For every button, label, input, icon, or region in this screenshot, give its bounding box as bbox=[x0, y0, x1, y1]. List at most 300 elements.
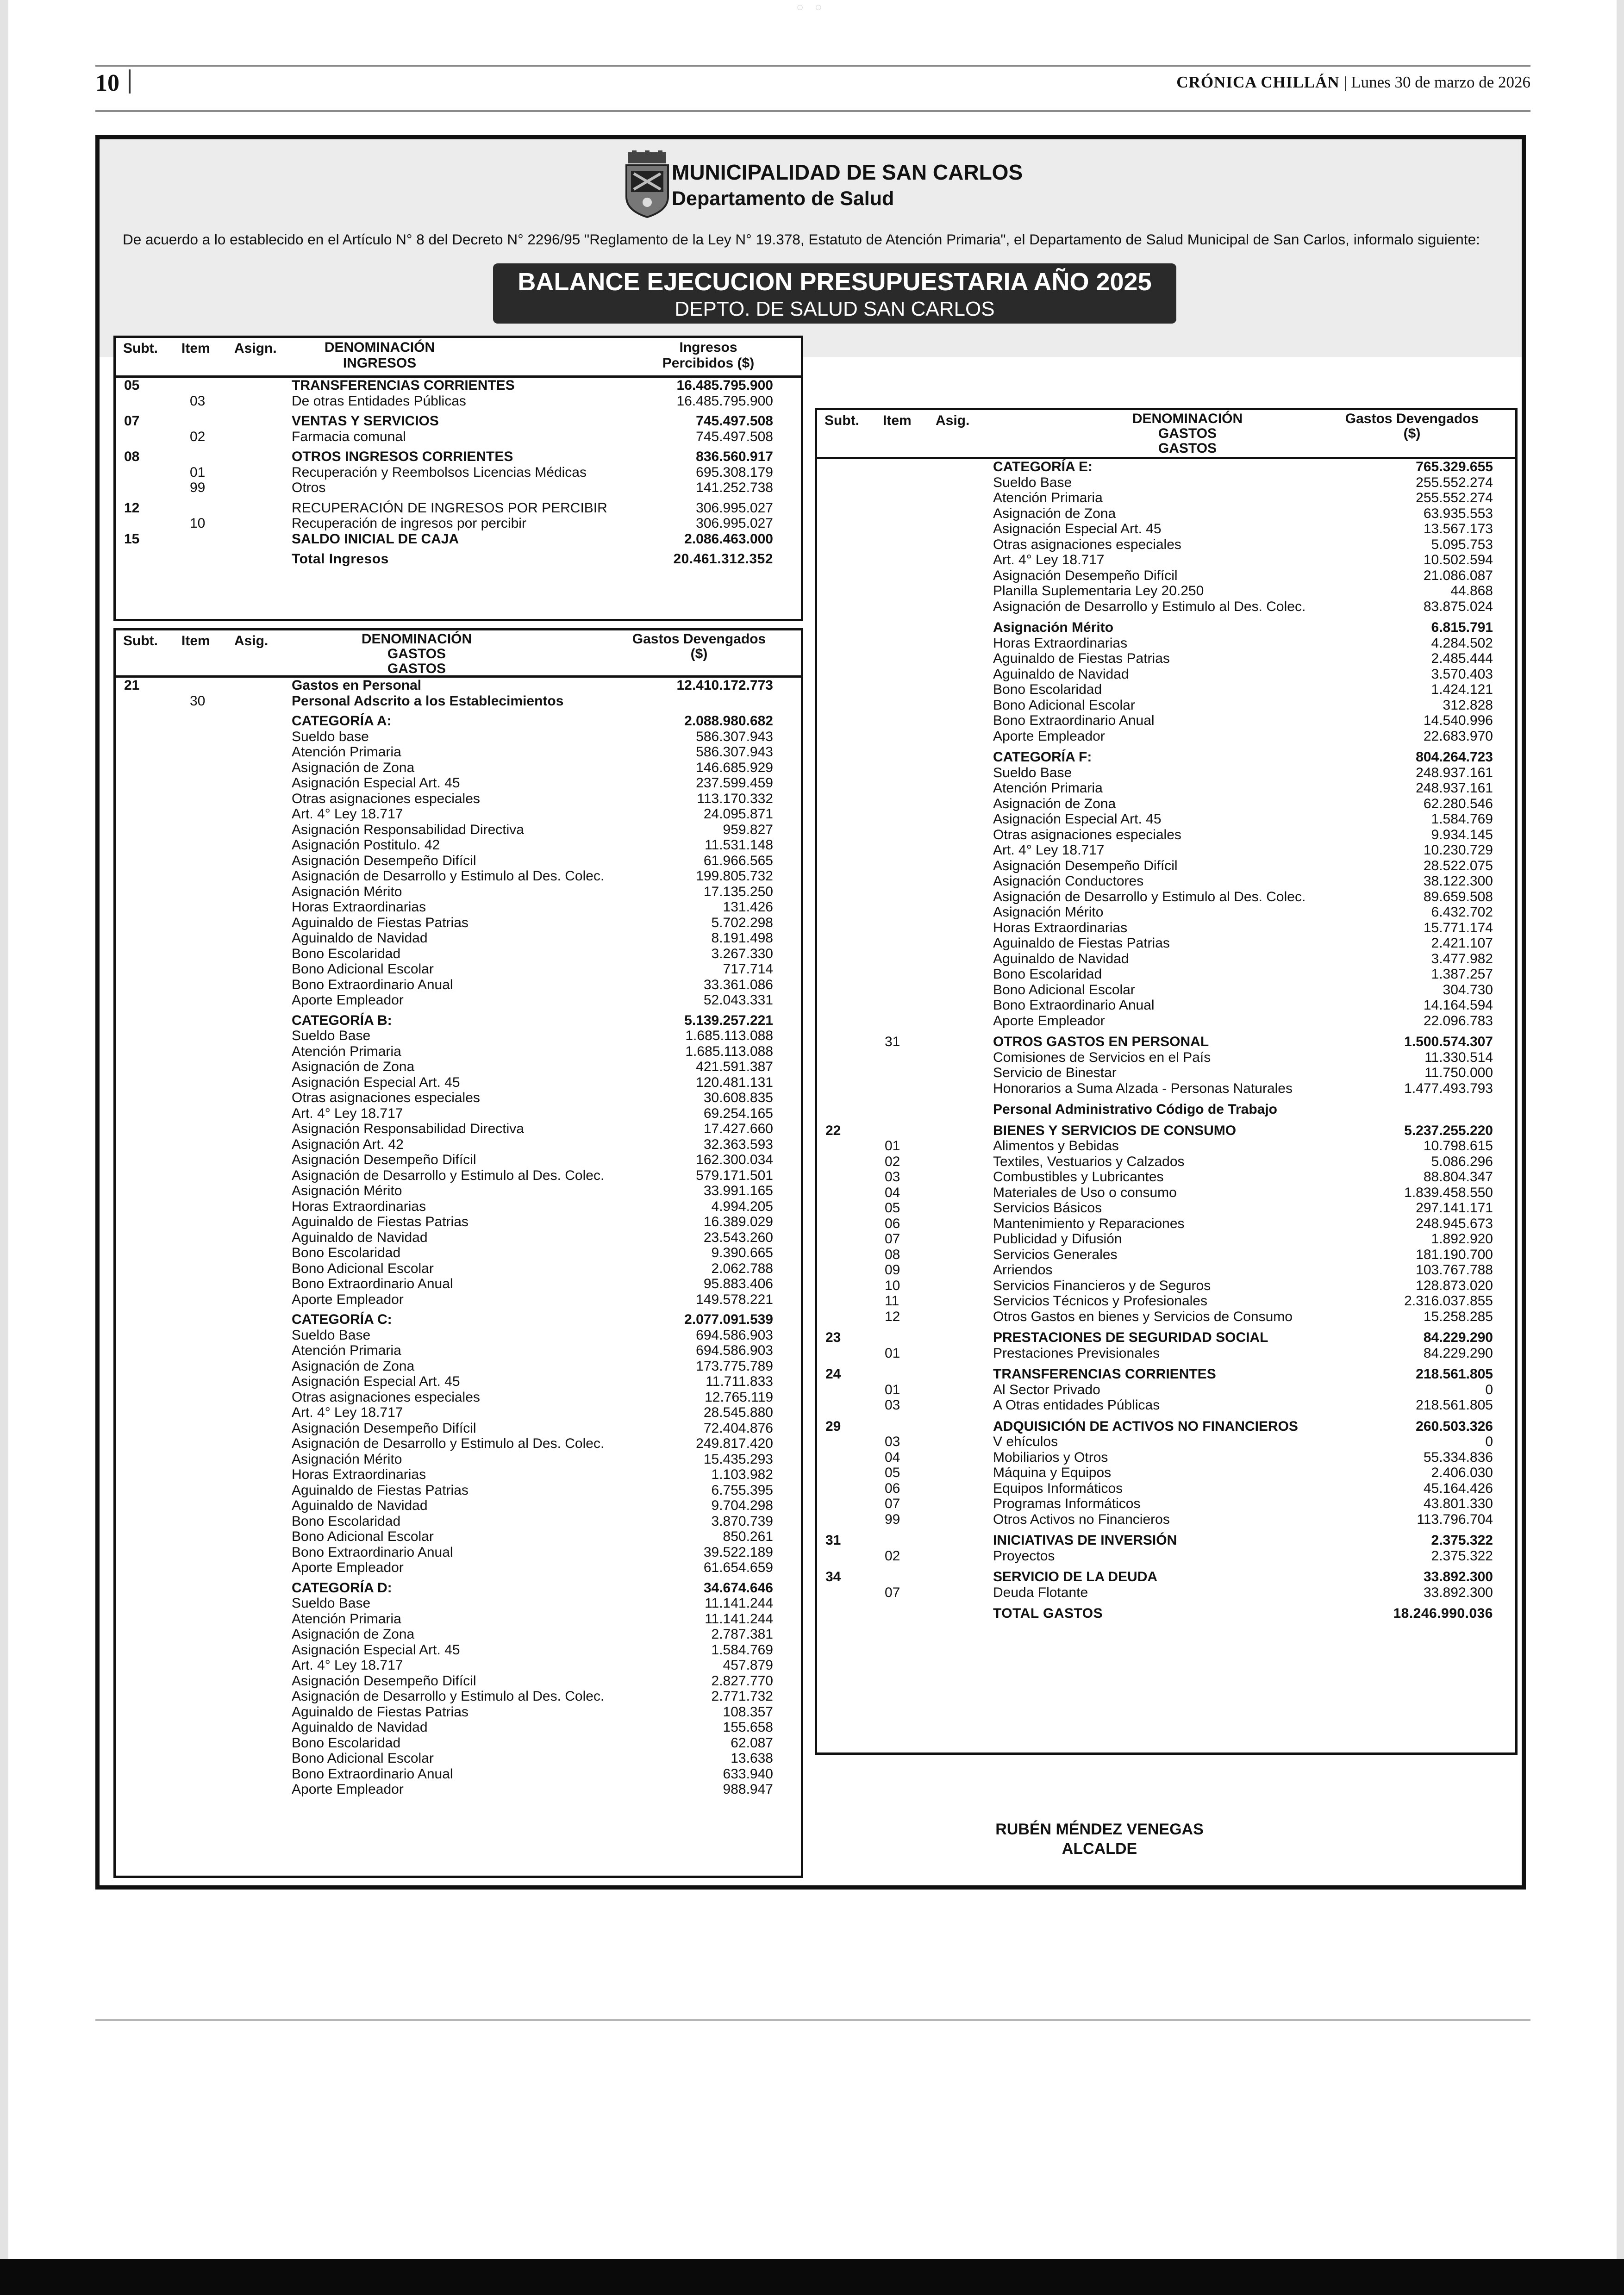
cell-amount: 6.432.702 bbox=[1431, 904, 1493, 920]
cell-amount: 2.077.091.539 bbox=[684, 1312, 773, 1327]
cell-amount: 694.586.903 bbox=[696, 1327, 773, 1343]
table-row bbox=[116, 1545, 801, 1560]
cell-item: 10 bbox=[190, 516, 206, 531]
table-row bbox=[817, 1138, 1515, 1154]
cell-amount: 9.390.665 bbox=[711, 1245, 773, 1260]
cell-denomination: Horas Extraordinarias bbox=[292, 899, 426, 915]
cell-amount: 33.892.300 bbox=[1423, 1584, 1493, 1600]
cell-denomination: CATEGORÍA D: bbox=[292, 1580, 392, 1596]
cell-amount: 1.500.574.307 bbox=[1404, 1034, 1493, 1049]
cell-denomination: Asignación de Zona bbox=[993, 505, 1116, 521]
table-row bbox=[116, 806, 801, 822]
cell-amount: 306.995.027 bbox=[696, 516, 773, 531]
cell-amount: 6.815.791 bbox=[1431, 620, 1493, 635]
cell-amount: 5.702.298 bbox=[711, 915, 773, 930]
cell-denomination: Aporte Empleador bbox=[993, 1013, 1105, 1029]
cell-denomination: Bono Extraordinario Anual bbox=[292, 1276, 453, 1291]
cell-denomination: Aguinaldo de Fiestas Patrias bbox=[292, 1704, 468, 1720]
cell-amount: 2.375.322 bbox=[1431, 1548, 1493, 1564]
table-row bbox=[817, 490, 1515, 506]
table-row bbox=[116, 1059, 801, 1075]
page-edge-right bbox=[1617, 0, 1624, 2259]
table-row bbox=[116, 1276, 801, 1292]
cell-amount: 1.477.493.793 bbox=[1404, 1080, 1493, 1096]
table-row bbox=[116, 868, 801, 884]
table-row bbox=[116, 884, 801, 900]
cell-amount: 16.485.795.900 bbox=[676, 378, 773, 393]
table-row bbox=[817, 1065, 1515, 1081]
cell-denomination: Otras asignaciones especiales bbox=[292, 1389, 480, 1405]
page-edge-left bbox=[0, 0, 8, 2259]
cell-denomination: Art. 4° Ley 18.717 bbox=[292, 1105, 403, 1121]
cell-item: 09 bbox=[885, 1262, 900, 1278]
cell-denomination: Combustibles y Lubricantes bbox=[993, 1169, 1164, 1185]
table-row bbox=[116, 1514, 801, 1529]
cell-amount: 1.892.920 bbox=[1431, 1231, 1493, 1247]
cell-amount: 15.258.285 bbox=[1423, 1309, 1493, 1324]
table-row bbox=[817, 459, 1515, 475]
cell-amount: 141.252.738 bbox=[696, 480, 773, 495]
cell-amount: 836.560.917 bbox=[696, 449, 773, 464]
cell-denomination: Sueldo Base bbox=[292, 1327, 371, 1343]
publication-name: CRÓNICA CHILLÁN bbox=[1176, 73, 1340, 91]
col-subt-header: Subt. bbox=[824, 413, 859, 428]
cell-subtitle: 29 bbox=[825, 1418, 841, 1434]
cell-denomination: Sueldo base bbox=[292, 729, 369, 744]
table-row bbox=[116, 1405, 801, 1421]
municipality-name: MUNICIPALIDAD DE SAN CARLOS bbox=[672, 160, 1023, 184]
spacer-row bbox=[116, 1576, 801, 1580]
cell-subtitle: 07 bbox=[124, 413, 140, 429]
table-row bbox=[116, 1214, 801, 1230]
cell-item: 01 bbox=[885, 1345, 900, 1361]
table-row bbox=[116, 1467, 801, 1483]
table-row bbox=[116, 791, 801, 807]
cell-amount: 32.363.593 bbox=[703, 1136, 773, 1152]
table-row bbox=[116, 1436, 801, 1452]
cell-denomination: CATEGORÍA A: bbox=[292, 713, 392, 729]
header-rule-bottom bbox=[95, 110, 1530, 112]
cell-denomination: CATEGORÍA B: bbox=[292, 1012, 392, 1028]
municipal-crest-icon bbox=[622, 150, 673, 220]
cell-amount: 128.873.020 bbox=[1416, 1278, 1493, 1293]
table-row bbox=[116, 1312, 801, 1328]
cell-amount: 2.827.770 bbox=[711, 1673, 773, 1689]
cell-amount: 2.088.980.682 bbox=[684, 713, 773, 729]
cell-denomination: Servicios Básicos bbox=[993, 1200, 1102, 1216]
cell-amount: 745.497.508 bbox=[696, 429, 773, 444]
cell-denomination: Bono Extraordinario Anual bbox=[292, 1766, 453, 1782]
cell-denomination: Asignación de Desarrollo y Estimulo al Des. Colec. bbox=[292, 1436, 605, 1451]
table-row bbox=[817, 951, 1515, 967]
table-row bbox=[116, 429, 801, 445]
cell-denomination: Asignación Desempeño Difícil bbox=[993, 858, 1178, 873]
cell-denomination: Asignación de Desarrollo y Estimulo al Des. Colec. bbox=[292, 1167, 605, 1183]
cell-amount: 22.096.783 bbox=[1423, 1013, 1493, 1029]
cell-denomination: Sueldo Base bbox=[993, 474, 1072, 490]
table-row bbox=[116, 930, 801, 946]
cell-amount: 69.254.165 bbox=[703, 1105, 773, 1121]
table-row bbox=[817, 583, 1515, 599]
table-row bbox=[817, 568, 1515, 584]
cell-subtitle: 24 bbox=[825, 1366, 841, 1382]
table-row bbox=[116, 1452, 801, 1467]
table-row bbox=[116, 1044, 801, 1060]
cell-amount: 260.503.326 bbox=[1416, 1418, 1493, 1434]
cell-denomination: Deuda Flotante bbox=[993, 1584, 1088, 1600]
cell-denomination: Otros Gastos en bienes y Servicios de Consumo bbox=[993, 1309, 1293, 1324]
cell-amount: 304.730 bbox=[1443, 982, 1493, 998]
col-item-header: Item bbox=[181, 341, 210, 356]
cell-amount: 23.543.260 bbox=[703, 1229, 773, 1245]
cell-amount: 12.765.119 bbox=[705, 1389, 773, 1405]
cell-amount: 9.704.298 bbox=[711, 1498, 773, 1513]
cell-subtitle: 23 bbox=[825, 1330, 841, 1345]
table-row bbox=[817, 1496, 1515, 1512]
table-row bbox=[817, 765, 1515, 781]
table-row bbox=[817, 1569, 1515, 1585]
cell-item: 02 bbox=[885, 1548, 900, 1564]
table-row bbox=[817, 998, 1515, 1013]
col-asig-header: Asign. bbox=[234, 341, 277, 356]
spacer-row bbox=[817, 1413, 1515, 1419]
cell-denomination: Aporte Empleador bbox=[993, 728, 1105, 744]
cell-item: 99 bbox=[885, 1511, 900, 1527]
cell-denomination: Asignación Desempeño Difícil bbox=[292, 853, 476, 868]
table-row bbox=[116, 946, 801, 962]
table-row bbox=[817, 904, 1515, 920]
cell-amount: 457.879 bbox=[723, 1658, 773, 1673]
table-row bbox=[116, 531, 801, 547]
cell-denomination: Asignación de Desarrollo y Estimulo al Des. Colec. bbox=[993, 889, 1306, 904]
cell-denomination: Asignación Postitulo. 42 bbox=[292, 837, 440, 853]
spacer-row bbox=[817, 1324, 1515, 1330]
table-row bbox=[817, 521, 1515, 537]
spacer-row bbox=[116, 496, 801, 500]
spacer-row bbox=[817, 1600, 1515, 1606]
cell-amount: 2.062.788 bbox=[711, 1260, 773, 1276]
cell-amount: 6.755.395 bbox=[711, 1482, 773, 1498]
cell-amount: 2.787.381 bbox=[711, 1627, 773, 1642]
table-row bbox=[817, 1013, 1515, 1029]
spacer-row bbox=[116, 1307, 801, 1312]
cell-amount: 2.771.732 bbox=[711, 1689, 773, 1704]
cell-amount: 44.868 bbox=[1450, 583, 1493, 599]
table-row bbox=[116, 853, 801, 869]
cell-amount: 15.435.293 bbox=[703, 1451, 773, 1467]
table-row bbox=[116, 1028, 801, 1044]
cell-denomination: Atención Primaria bbox=[292, 744, 401, 760]
cell-item: 07 bbox=[885, 1584, 900, 1600]
table-row bbox=[116, 1673, 801, 1689]
cell-amount: 694.586.903 bbox=[696, 1343, 773, 1358]
cell-item: 04 bbox=[885, 1185, 900, 1200]
cell-denomination: Atención Primaria bbox=[993, 490, 1103, 505]
cell-amount: 55.334.836 bbox=[1423, 1449, 1493, 1465]
table-row bbox=[817, 1450, 1515, 1466]
cell-subtitle: 31 bbox=[825, 1533, 841, 1548]
cell-denomination: Bono Adicional Escolar bbox=[292, 1529, 434, 1544]
cell-denomination: Personal Adscrito a los Establecimientos bbox=[292, 693, 564, 709]
cell-amount: 579.171.501 bbox=[696, 1167, 773, 1183]
cell-amount: 2.375.322 bbox=[1431, 1533, 1493, 1548]
table-row bbox=[116, 977, 801, 993]
table-row bbox=[817, 1293, 1515, 1309]
cell-denomination: Asignación de Desarrollo y Estimulo al Des. Colec. bbox=[292, 868, 605, 884]
cell-denomination: Art. 4° Ley 18.717 bbox=[292, 806, 403, 822]
cell-denomination: Aguinaldo de Fiestas Patrias bbox=[993, 935, 1170, 951]
report-subtitle: DEPTO. DE SALUD SAN CARLOS bbox=[675, 298, 995, 320]
table-row bbox=[116, 1261, 801, 1277]
cell-amount: 131.426 bbox=[723, 899, 773, 915]
table-row bbox=[116, 1121, 801, 1137]
cell-item: 01 bbox=[885, 1382, 900, 1397]
cell-amount: 113.796.704 bbox=[1417, 1511, 1493, 1527]
cell-amount: 2.421.107 bbox=[1431, 935, 1493, 951]
table-row bbox=[817, 1185, 1515, 1201]
table-row bbox=[817, 1434, 1515, 1450]
cell-amount: 586.307.943 bbox=[696, 744, 773, 760]
table-row bbox=[817, 1050, 1515, 1066]
signature-block bbox=[970, 1820, 1229, 1858]
col-value-subheader: Percibidos ($) bbox=[662, 355, 755, 371]
cell-amount: 218.561.805 bbox=[1416, 1397, 1493, 1413]
cell-denomination: Asignación Art. 42 bbox=[292, 1136, 404, 1152]
cell-amount: 1.584.769 bbox=[1431, 811, 1493, 827]
table-row bbox=[817, 873, 1515, 889]
table-row bbox=[817, 1382, 1515, 1398]
cell-denomination: Asignación de Zona bbox=[292, 1627, 415, 1642]
cell-amount: 237.599.459 bbox=[696, 775, 773, 791]
cell-denomination: Asignación Especial Art. 45 bbox=[993, 811, 1162, 827]
col-denominacion-subheader-2: GASTOS bbox=[387, 661, 446, 676]
cell-denomination: BIENES Y SERVICIOS DE CONSUMO bbox=[993, 1123, 1237, 1138]
table-row bbox=[116, 1627, 801, 1642]
table-row bbox=[116, 1658, 801, 1673]
cell-denomination: Total Ingresos bbox=[292, 551, 389, 567]
cell-subtitle: 08 bbox=[124, 449, 140, 464]
cell-amount: 1.103.982 bbox=[711, 1467, 773, 1482]
cell-amount: 149.578.221 bbox=[696, 1291, 773, 1307]
cell-denomination: Bono Escolaridad bbox=[292, 1513, 401, 1529]
cell-amount: 745.497.508 bbox=[696, 413, 773, 429]
table-row bbox=[817, 636, 1515, 651]
cell-denomination: RECUPERACIÓN DE INGRESOS POR PERCIBIR bbox=[292, 500, 607, 516]
cell-amount: 988.947 bbox=[723, 1782, 773, 1797]
cell-amount: 162.300.034 bbox=[696, 1152, 773, 1167]
table-row bbox=[817, 1081, 1515, 1097]
cell-amount: 255.552.274 bbox=[1416, 474, 1493, 490]
spacer-row bbox=[817, 1117, 1515, 1123]
cell-amount: 15.771.174 bbox=[1423, 920, 1493, 935]
cell-amount: 1.584.769 bbox=[711, 1642, 773, 1658]
cell-denomination: ADQUISICIÓN DE ACTIVOS NO FINANCIEROS bbox=[993, 1418, 1298, 1434]
table-row bbox=[817, 827, 1515, 843]
col-denominacion-subheader: GASTOS bbox=[387, 646, 446, 661]
table-row bbox=[817, 1585, 1515, 1601]
cell-amount: 84.229.290 bbox=[1423, 1330, 1493, 1345]
table-row bbox=[817, 796, 1515, 812]
table-row bbox=[817, 749, 1515, 765]
cell-denomination: Otras asignaciones especiales bbox=[292, 791, 480, 806]
cell-amount: 84.229.290 bbox=[1423, 1345, 1493, 1361]
cell-denomination: Bono Extraordinario Anual bbox=[993, 998, 1155, 1013]
table-row bbox=[116, 775, 801, 791]
table-row bbox=[116, 393, 801, 409]
cell-item: 31 bbox=[885, 1034, 900, 1049]
cell-item: 05 bbox=[885, 1200, 900, 1216]
cell-amount: 11.330.514 bbox=[1424, 1049, 1493, 1065]
cell-item: 08 bbox=[885, 1247, 900, 1262]
cell-denomination: Horas Extraordinarias bbox=[292, 1198, 426, 1214]
cell-item: 01 bbox=[885, 1138, 900, 1154]
cell-amount: 28.522.075 bbox=[1423, 858, 1493, 873]
cell-amount: 249.817.420 bbox=[696, 1436, 773, 1451]
cell-amount: 89.659.508 bbox=[1423, 889, 1493, 904]
cell-denomination: Art. 4° Ley 18.717 bbox=[993, 552, 1105, 568]
cell-amount: 88.804.347 bbox=[1423, 1169, 1493, 1185]
cell-denomination: Otras asignaciones especiales bbox=[993, 536, 1181, 552]
cell-denomination: TRANSFERENCIAS CORRIENTES bbox=[292, 378, 515, 393]
cell-denomination: PRESTACIONES DE SEGURIDAD SOCIAL bbox=[993, 1330, 1268, 1345]
cell-denomination: Aporte Empleador bbox=[292, 1782, 404, 1797]
page-indicator-dots: ○○ bbox=[796, 0, 833, 14]
table-row bbox=[817, 842, 1515, 858]
cell-amount: 11.141.244 bbox=[705, 1596, 773, 1611]
cell-denomination: Asignación Responsabilidad Directiva bbox=[292, 822, 524, 837]
cell-amount: 173.775.789 bbox=[696, 1358, 773, 1374]
cell-denomination: Comisiones de Servicios en el País bbox=[993, 1049, 1211, 1065]
table-row bbox=[817, 1102, 1515, 1117]
cell-amount: 28.545.880 bbox=[703, 1405, 773, 1420]
table-row bbox=[817, 1548, 1515, 1564]
cell-denomination: TOTAL GASTOS bbox=[993, 1606, 1103, 1621]
cell-amount: 13.567.173 bbox=[1423, 521, 1493, 536]
table-row bbox=[116, 1137, 801, 1153]
cell-denomination: Servicios Generales bbox=[993, 1247, 1118, 1262]
cell-item: 02 bbox=[190, 429, 206, 444]
page-number-separator bbox=[129, 69, 131, 94]
table-row bbox=[116, 837, 801, 853]
table-row bbox=[817, 1278, 1515, 1294]
spacer-row bbox=[116, 1008, 801, 1013]
table-row bbox=[817, 1330, 1515, 1346]
cell-item: 07 bbox=[885, 1496, 900, 1511]
cell-amount: 248.945.673 bbox=[1416, 1216, 1493, 1231]
cell-item: 03 bbox=[885, 1169, 900, 1185]
cell-amount: 4.284.502 bbox=[1431, 635, 1493, 651]
table-row bbox=[116, 713, 801, 729]
cell-denomination: Asignación Desempeño Difícil bbox=[292, 1673, 476, 1689]
cell-denomination: Personal Administrativo Código de Trabajo bbox=[993, 1102, 1277, 1117]
cell-denomination: Asignación de Desarrollo y Estimulo al Des. Colec. bbox=[292, 1689, 605, 1704]
cell-amount: 22.683.970 bbox=[1423, 728, 1493, 744]
table-row bbox=[116, 899, 801, 915]
table-row bbox=[116, 1374, 801, 1390]
table-row bbox=[116, 378, 801, 393]
spacer-row bbox=[116, 409, 801, 413]
cell-denomination: Aguinaldo de Fiestas Patrias bbox=[292, 1482, 468, 1498]
cell-denomination: De otras Entidades Públicas bbox=[292, 393, 466, 409]
cell-amount: 21.086.087 bbox=[1423, 568, 1493, 583]
cell-amount: 10.502.594 bbox=[1423, 552, 1493, 568]
cell-denomination: Asignación Responsabilidad Directiva bbox=[292, 1121, 524, 1136]
cell-denomination: Aporte Empleador bbox=[292, 992, 404, 1008]
cell-denomination: Asignación de Zona bbox=[292, 760, 415, 775]
cell-amount: 16.485.795.900 bbox=[676, 393, 773, 409]
cell-amount: 61.966.565 bbox=[703, 853, 773, 868]
spacer-row bbox=[116, 444, 801, 449]
table-row bbox=[116, 678, 801, 693]
table-row bbox=[817, 698, 1515, 713]
cell-amount: 4.994.205 bbox=[711, 1198, 773, 1214]
cell-denomination: Asignación de Zona bbox=[292, 1358, 415, 1374]
spacer-row bbox=[116, 709, 801, 713]
table-row bbox=[817, 1346, 1515, 1361]
cell-denomination: Publicidad y Difusión bbox=[993, 1231, 1122, 1247]
cell-amount: 959.827 bbox=[723, 822, 773, 837]
cell-denomination: SERVICIO DE LA DEUDA bbox=[993, 1569, 1158, 1584]
cell-amount: 17.427.660 bbox=[703, 1121, 773, 1136]
col-denominacion-header: DENOMINACIÓN bbox=[1132, 411, 1243, 426]
cell-denomination: Otras asignaciones especiales bbox=[292, 1090, 480, 1105]
cell-denomination: Servicios Técnicos y Profesionales bbox=[993, 1293, 1207, 1309]
col-asig-header: Asig. bbox=[936, 413, 970, 428]
table-row bbox=[817, 1169, 1515, 1185]
cell-item: 03 bbox=[190, 393, 206, 409]
cell-denomination: Aguinaldo de Navidad bbox=[292, 1498, 428, 1513]
cell-amount: 255.552.274 bbox=[1416, 490, 1493, 505]
table-row bbox=[116, 449, 801, 465]
cell-denomination: Sueldo Base bbox=[292, 1596, 371, 1611]
cell-item: 99 bbox=[190, 480, 206, 495]
table-row bbox=[116, 1359, 801, 1374]
table-row bbox=[817, 667, 1515, 682]
cell-amount: 199.805.732 bbox=[696, 868, 773, 884]
table-row bbox=[116, 1689, 801, 1704]
bottom-navigation-bar bbox=[0, 2259, 1624, 2295]
table-row bbox=[116, 465, 801, 480]
cell-amount: 850.261 bbox=[723, 1529, 773, 1544]
table-row bbox=[116, 760, 801, 776]
table-row bbox=[817, 920, 1515, 936]
cell-denomination: Art. 4° Ley 18.717 bbox=[993, 842, 1105, 858]
table-row bbox=[817, 1247, 1515, 1263]
table-row bbox=[817, 729, 1515, 744]
cell-denomination: Aguinaldo de Navidad bbox=[993, 666, 1129, 682]
cell-denomination: Bono Escolaridad bbox=[292, 1245, 401, 1260]
cell-item: 04 bbox=[885, 1449, 900, 1465]
cell-amount: 1.424.121 bbox=[1431, 682, 1493, 697]
signer-name: RUBÉN MÉNDEZ VENEGAS bbox=[995, 1821, 1204, 1838]
table-row bbox=[116, 1611, 801, 1627]
cell-denomination: Máquina y Equipos bbox=[993, 1465, 1112, 1480]
table-row bbox=[817, 1366, 1515, 1382]
cell-denomination: Sueldo Base bbox=[292, 1028, 371, 1043]
cell-denomination: Bono Extraordinario Anual bbox=[292, 977, 453, 992]
cell-amount: 10.798.615 bbox=[1423, 1138, 1493, 1154]
cell-amount: 2.316.037.855 bbox=[1404, 1293, 1493, 1309]
cell-denomination: Otros bbox=[292, 480, 326, 495]
cell-amount: 72.404.876 bbox=[703, 1420, 773, 1436]
cell-amount: 2.086.463.000 bbox=[684, 531, 773, 547]
table-row bbox=[116, 1328, 801, 1343]
table-row bbox=[817, 1123, 1515, 1139]
cell-denomination: Alimentos y Bebidas bbox=[993, 1138, 1119, 1154]
cell-denomination: OTROS INGRESOS CORRIENTES bbox=[292, 449, 513, 464]
cell-denomination: Horas Extraordinarias bbox=[993, 920, 1128, 935]
cell-amount: 18.246.990.036 bbox=[1393, 1606, 1493, 1621]
